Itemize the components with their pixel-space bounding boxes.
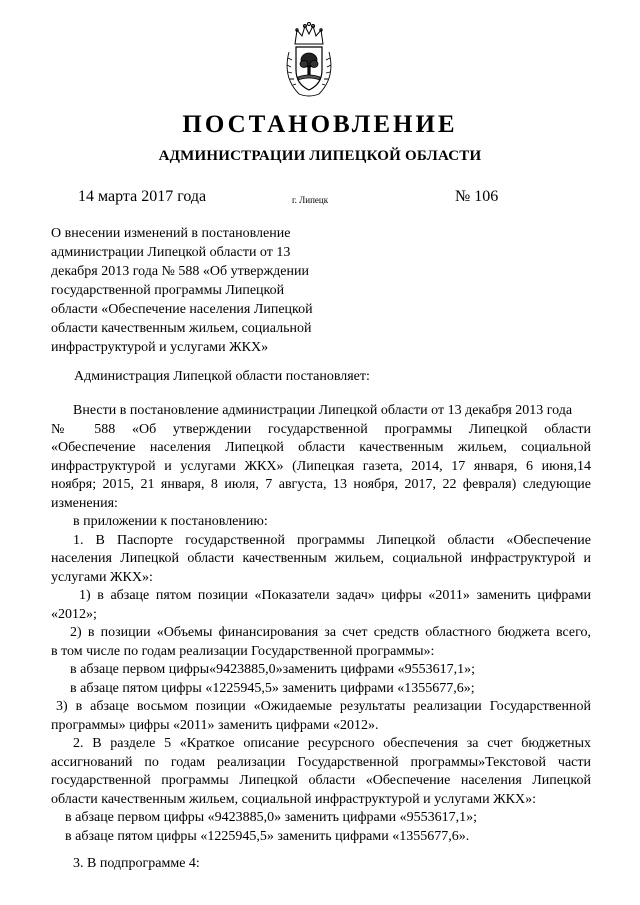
body-line: Внести в постановление администрации Липецкой области от 13 декабря 2013 года bbox=[73, 403, 573, 418]
body-line: в абзаце пятом цифры «1225945,5» заменить цифрами «1355677,6». bbox=[65, 828, 470, 844]
document-title: ПОСТАНОВЛЕНИЕ bbox=[182, 111, 458, 138]
subject-line: инфраструктурой и услугами ЖКХ» bbox=[51, 340, 269, 355]
body-line: инфраструктурой и услугами ЖКХ» (Липецкая газета, 2014, 17 января, 6 июня,14 bbox=[51, 458, 591, 474]
body-line: в абзаце пятом цифры «1225945,5» заменить цифрами «1355677,6»; bbox=[70, 680, 475, 696]
body-line: изменения: bbox=[51, 495, 118, 511]
body-line: в абзаце первом цифры«9423885,0»заменить цифрами «9553617,1»; bbox=[70, 662, 475, 677]
body-line: в абзаце первом цифры «9423885,0» заменить цифрами «9553617,1»; bbox=[65, 810, 477, 825]
body-line: услугами ЖКХ»: bbox=[51, 569, 153, 585]
lipetsk-coat-of-arms-icon bbox=[283, 22, 335, 100]
subject-line: государственной программы Липецкой bbox=[51, 283, 285, 298]
body-line: 3. В подпрограмме 4: bbox=[73, 856, 200, 871]
subject-line: администрации Липецкой области от 13 bbox=[51, 245, 291, 260]
document-date: 14 марта 2017 года bbox=[78, 188, 207, 205]
body-line: в приложении к постановлению: bbox=[73, 514, 268, 529]
body-line: «Обеспечение населения Липецкой области качественным жильем, социальной bbox=[51, 440, 591, 455]
document-subtitle: АДМИНИСТРАЦИИ ЛИПЕЦКОЙ ОБЛАСТИ bbox=[158, 148, 482, 164]
body-line: № 588 «Об утверждении государственной программы Липецкой области bbox=[51, 421, 591, 437]
body-line: 1) в абзаце пятом позиции «Показатели задач» цифры «2011» заменить цифрами bbox=[79, 588, 591, 603]
subject-line: области качественным жильем, социальной bbox=[51, 321, 312, 336]
intro-statement: Администрация Липецкой области постановляет: bbox=[74, 369, 370, 384]
document-body bbox=[51, 402, 591, 874]
subject-line: области «Обеспечение населения Липецкой bbox=[51, 302, 313, 317]
subject-line: декабря 2013 года № 588 «Об утверждении bbox=[51, 264, 309, 279]
subject-line: О внесении изменений в постановление bbox=[51, 226, 291, 241]
body-line: «2012»; bbox=[51, 606, 97, 622]
document-subject bbox=[51, 224, 351, 357]
document-place: г. Липецк bbox=[292, 195, 329, 205]
body-line: населения Липецкой области качественным жильем, социальной инфраструктурой и bbox=[51, 551, 591, 566]
body-line: ноября; 2015, 21 января, 8 июля, 7 августа, 13 ноября, 2017, 22 февраля) следующие bbox=[51, 477, 591, 492]
document-number: № 106 bbox=[455, 188, 499, 205]
paragraph-gap bbox=[51, 846, 591, 855]
body-line: 3) в абзаце восьмом позиции «Ожидаемые результаты реализации Государственной bbox=[56, 699, 591, 714]
body-line: программы» цифры «2011» заменить цифрами «2012». bbox=[51, 717, 379, 733]
body-line: ассигнований по годам реализации Государственной программы»Текстовой части bbox=[51, 754, 591, 770]
body-line: государственной программы Липецкой области «Обеспечение населения Липецкой bbox=[51, 773, 591, 788]
body-line: области качественным жильем, социальной инфраструктурой и услугами ЖКХ»: bbox=[51, 791, 536, 807]
body-line: 2) в позиции «Объемы финансирования за счет средств областного бюджета всего, bbox=[70, 625, 591, 640]
body-line: 2. В разделе 5 «Краткое описание ресурсного обеспечения за счет бюджетных bbox=[73, 736, 591, 751]
body-line: в том числе по годам реализации Государственной программы»: bbox=[51, 643, 435, 659]
body-line: 1. В Паспорте государственной программы Липецкой области «Обеспечение bbox=[73, 532, 591, 548]
